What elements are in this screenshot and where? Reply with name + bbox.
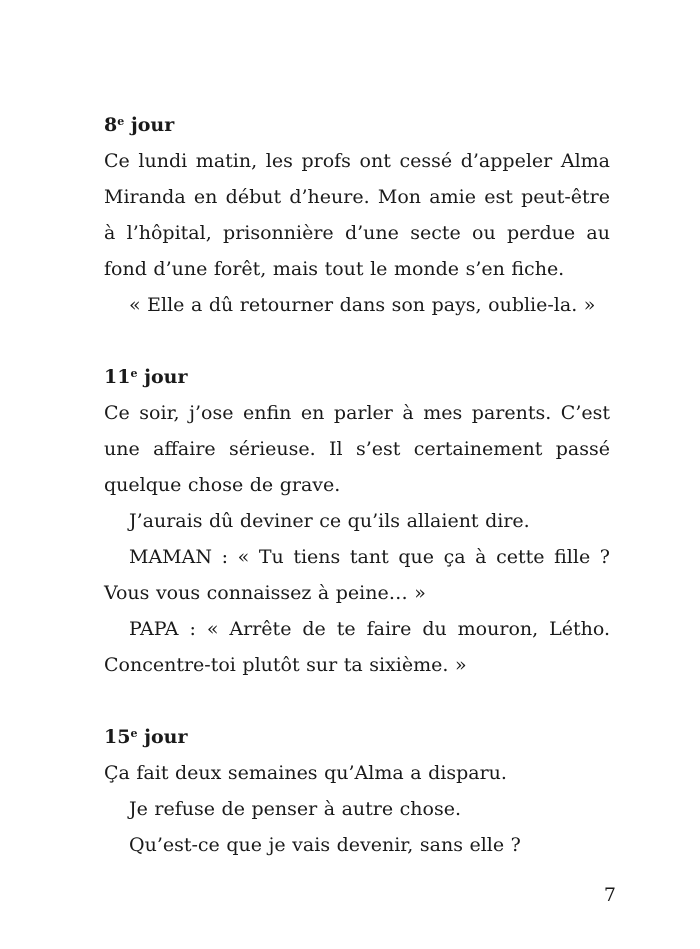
diary-entry-day-11	[104, 359, 610, 683]
entry-heading	[104, 359, 610, 395]
diary-entry-day-8	[104, 107, 610, 323]
entry-day-number: 8	[104, 114, 118, 136]
entry-paragraph: « Elle a dû retourner dans son pays, oublie-la. »	[129, 294, 596, 316]
entry-day-word: jour	[144, 726, 188, 748]
entry-spacer	[104, 683, 610, 719]
entry-day-suffix: e	[130, 726, 138, 740]
entry-day-number: 15	[104, 726, 131, 748]
entry-heading	[104, 719, 610, 755]
page-number: 7	[603, 884, 616, 906]
entry-paragraph: Ce lundi matin, les profs ont cessé d’appeler Alma Miranda en début d’heure. Mon amie est peut-être à l’hôpital, prisonnière d’une secte ou perdue au fond d’une forêt, mais tout le monde s’en fiche.	[104, 150, 610, 280]
entry-day-word: jour	[130, 114, 175, 136]
entry-paragraph: Qu’est-ce que je vais devenir, sans elle ?	[129, 834, 521, 856]
entry-paragraph: Ce soir, j’ose enfin en parler à mes parents. C’est une affaire sérieuse. Il s’est certainement passé quelque chose de grave.	[104, 402, 610, 496]
entry-paragraph: MAMAN : « Tu tiens tant que ça à cette fille ? Vous vous connaissez à peine… »	[104, 546, 610, 604]
entry-spacer	[104, 323, 610, 359]
entry-paragraph: Je refuse de penser à autre chose.	[129, 798, 462, 820]
entry-day-word: jour	[144, 366, 188, 388]
entry-day-number: 11	[104, 366, 131, 388]
entry-paragraph: J’aurais dû deviner ce qu’ils allaient dire.	[129, 510, 530, 532]
entry-paragraph: PAPA : « Arrête de te faire du mouron, Létho. Concentre-toi plutôt sur ta sixième. »	[104, 618, 610, 676]
entry-day-suffix: e	[130, 366, 138, 380]
entry-heading	[104, 107, 610, 143]
diary-entry-day-15	[104, 719, 610, 863]
entry-day-suffix: e	[117, 114, 125, 128]
page-body	[104, 107, 610, 863]
entry-paragraph: Ça fait deux semaines qu’Alma a disparu.	[104, 762, 507, 784]
